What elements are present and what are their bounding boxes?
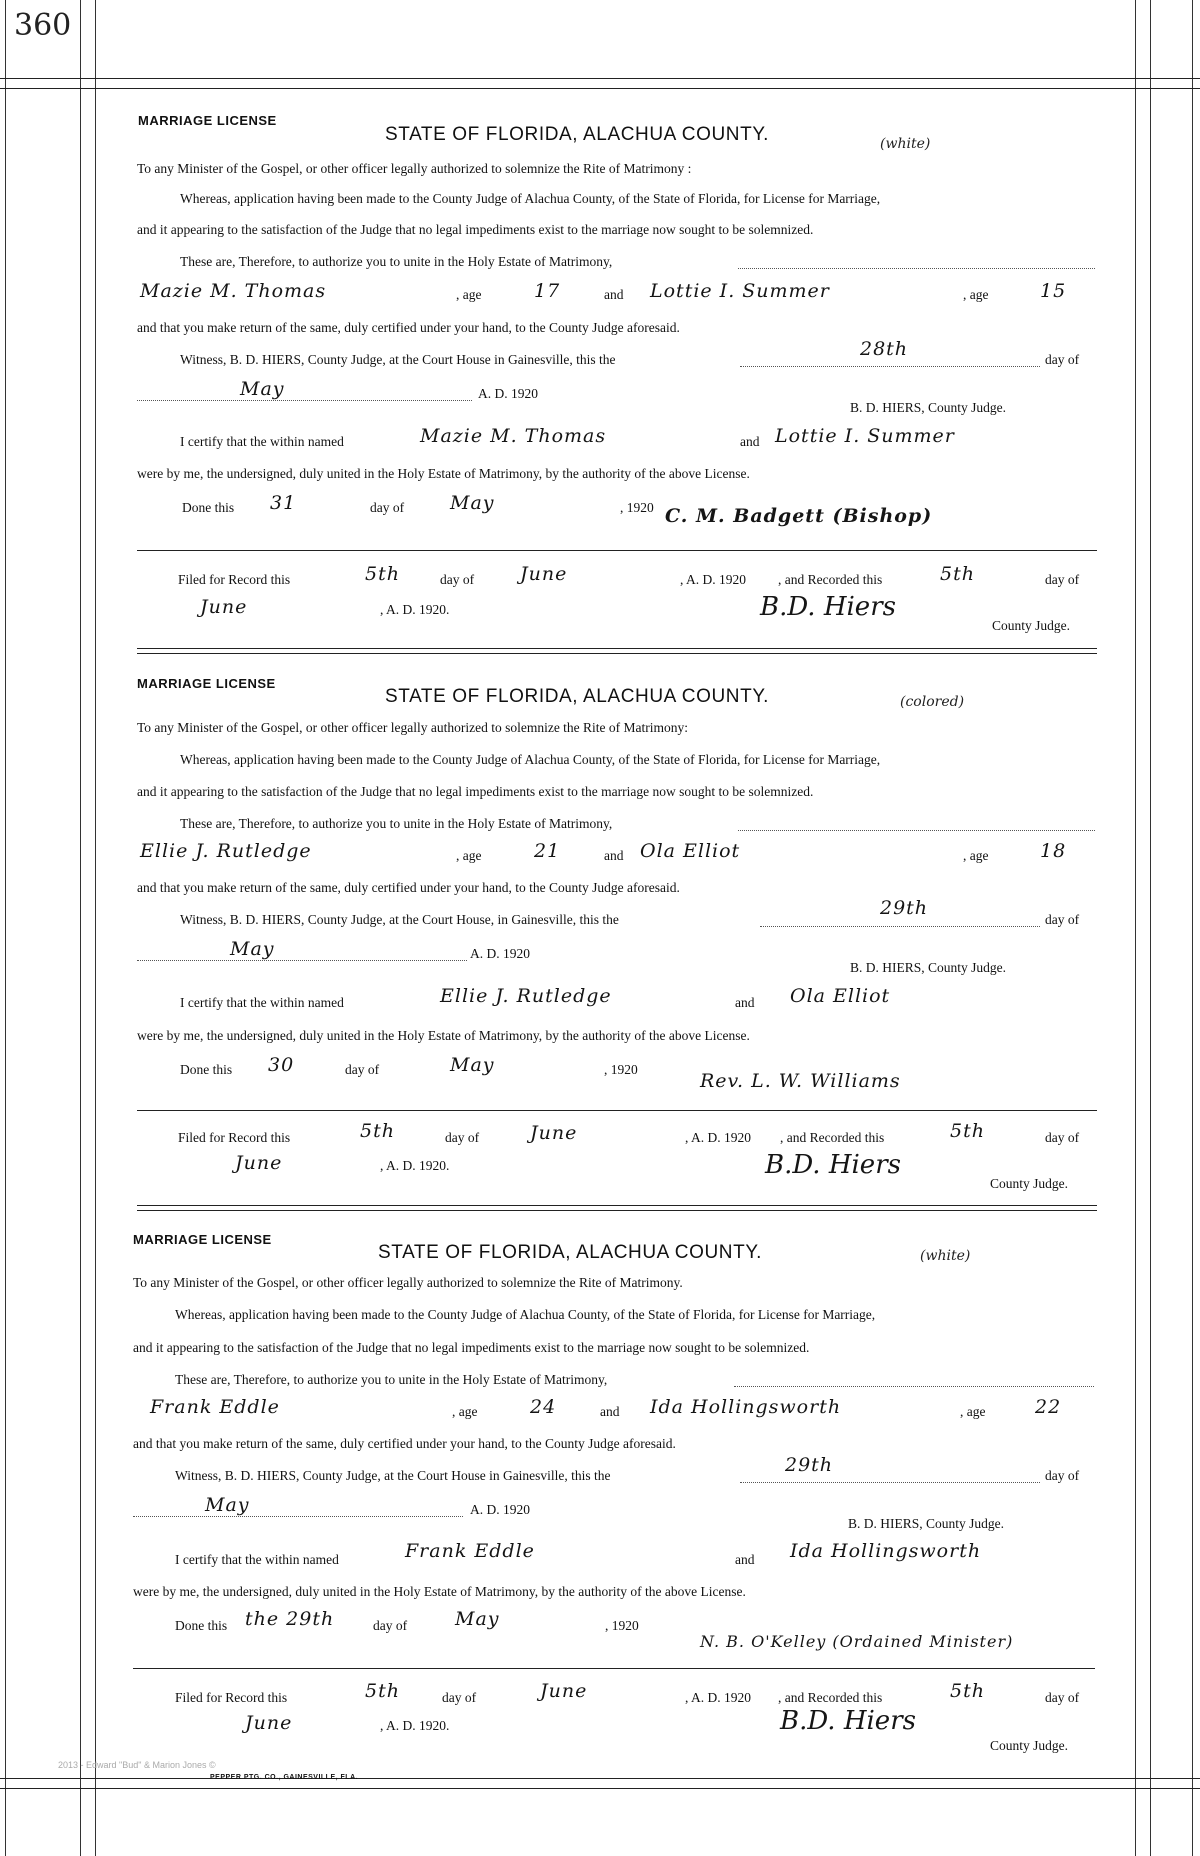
address-line: To any Minister of the Gospel, or other officer legally authorized to solemnize the Rite of Matrimony. <box>133 1275 683 1290</box>
done-day-of: day of <box>373 1618 408 1633</box>
certify-groom: Frank Eddle <box>405 1540 535 1562</box>
left-margin-rule-2 <box>95 0 96 1856</box>
witness-line: Witness, B. D. HIERS, County Judge, at the Court House in Gainesville, this the <box>175 1468 611 1483</box>
return-line: and that you make return of the same, duly certified under your hand, to the County Judge aforesaid. <box>133 1436 676 1451</box>
done-month: May <box>455 1608 500 1630</box>
witness-day: 29th <box>785 1454 834 1476</box>
day-of-label: day of <box>1045 912 1080 927</box>
printer-imprint: PEPPER PTG. CO., GAINESVILLE, FLA. <box>210 1774 359 1781</box>
return-line: and that you make return of the same, duly certified under your hand, to the County Judge aforesaid. <box>137 880 680 895</box>
license-title: STATE OF FLORIDA, ALACHUA COUNTY. <box>385 124 770 145</box>
right-margin-rule <box>1135 0 1136 1856</box>
recorded-day: 5th <box>940 563 975 585</box>
groom-age: 17 <box>534 280 561 302</box>
race-note: (colored) <box>900 694 965 710</box>
ad-year: A. D. 1920 <box>470 1502 530 1517</box>
bride-name: Ida Hollingsworth <box>650 1396 842 1418</box>
done-day: 30 <box>268 1054 295 1076</box>
bottom-rule <box>0 1778 1200 1779</box>
return-line: and that you make return of the same, duly certified under your hand, to the County Judge aforesaid. <box>137 320 680 335</box>
bride-age: 22 <box>1035 1396 1062 1418</box>
left-margin-rule <box>80 0 81 1856</box>
recorded-label: , and Recorded this <box>778 572 883 587</box>
top-rule <box>0 78 1200 79</box>
were-line: were by me, the undersigned, duly united in the Holy Estate of Matrimony, by the authority of the above License. <box>137 1028 750 1043</box>
bottom-rule-2 <box>0 1788 1200 1789</box>
page-number: 360 <box>14 8 72 43</box>
groom-name: Mazie M. Thomas <box>140 280 327 302</box>
these-are-line: These are, Therefore, to authorize you to unite in the Holy Estate of Matrimony, <box>175 1372 608 1387</box>
recorded-day-of: day of <box>1045 572 1080 587</box>
done-label: Done this <box>175 1618 228 1633</box>
whereas-line-2: and it appearing to the satisfaction of the Judge that no legal impediments exist to the marriage now sought to be solemnized. <box>137 222 814 237</box>
witness-line: Witness, B. D. HIERS, County Judge, at the Court House, in Gainesville, this the <box>180 912 619 927</box>
bride-name: Lottie I. Summer <box>650 280 830 302</box>
age-label-2: , age <box>963 287 989 302</box>
recorded-label: , and Recorded this <box>778 1690 883 1705</box>
whereas-line-1: Whereas, application having been made to the County Judge of Alachua County, of the State of Florida, for License for Marriage, <box>180 752 881 767</box>
bride-name: Ola Elliot <box>640 840 741 862</box>
done-day-of: day of <box>370 500 405 515</box>
certify-line: I certify that the within named <box>180 434 344 449</box>
race-note: (white) <box>920 1248 971 1264</box>
recorded-month: June <box>200 596 248 618</box>
done-month: May <box>450 492 495 514</box>
certify-line: I certify that the within named <box>175 1552 339 1567</box>
whereas-line-1: Whereas, application having been made to the County Judge of Alachua County, of the State of Florida, for License for Marriage, <box>175 1307 876 1322</box>
county-judge-label: County Judge. <box>990 1738 1069 1753</box>
filed-month: June <box>520 563 568 585</box>
certify-bride: Ida Hollingsworth <box>790 1540 982 1562</box>
filed-month: June <box>540 1680 588 1702</box>
certify-bride: Ola Elliot <box>790 985 891 1007</box>
certify-bride: Lottie I. Summer <box>775 425 955 447</box>
license-title: STATE OF FLORIDA, ALACHUA COUNTY. <box>385 686 770 707</box>
certify-line: I certify that the within named <box>180 995 344 1010</box>
license-label: MARRIAGE LICENSE <box>138 113 277 128</box>
filed-day: 5th <box>365 563 400 585</box>
address-line: To any Minister of the Gospel, or other officer legally authorized to solemnize the Rite of Matrimony : <box>137 161 692 176</box>
done-year: , 1920 <box>604 1062 638 1077</box>
county-judge-label: County Judge. <box>990 1176 1069 1191</box>
and-label: and <box>604 848 624 863</box>
groom-age: 21 <box>534 840 561 862</box>
top-rule-2 <box>0 88 1200 89</box>
filed-label: Filed for Record this <box>175 1690 288 1705</box>
these-are-line: These are, Therefore, to authorize you to unite in the Holy Estate of Matrimony, <box>180 816 613 831</box>
done-day: 31 <box>270 492 297 514</box>
filed-ad: , A. D. 1920 <box>680 572 747 587</box>
section-divider <box>137 1110 1097 1111</box>
and-label: and <box>600 1404 620 1419</box>
left-border <box>5 0 6 1856</box>
done-day-of: day of <box>345 1062 380 1077</box>
age-label: , age <box>456 287 482 302</box>
certify-groom: Ellie J. Rutledge <box>440 985 612 1007</box>
right-border <box>1192 0 1193 1856</box>
witness-month: May <box>205 1494 250 1516</box>
ad-year: A. D. 1920 <box>478 386 538 401</box>
recorded-ad: , A. D. 1920. <box>380 1158 450 1173</box>
bride-age: 18 <box>1040 840 1067 862</box>
done-month: May <box>450 1054 495 1076</box>
recorded-month: June <box>245 1712 293 1734</box>
certify-and: and <box>735 995 755 1010</box>
day-of-label: day of <box>1045 1468 1080 1483</box>
judge-line: B. D. HIERS, County Judge. <box>850 960 1007 975</box>
filed-label: Filed for Record this <box>178 572 291 587</box>
judge-line: B. D. HIERS, County Judge. <box>850 400 1007 415</box>
filed-day: 5th <box>360 1120 395 1142</box>
officiant: Rev. L. W. Williams <box>700 1070 901 1092</box>
groom-name: Ellie J. Rutledge <box>140 840 312 862</box>
license-label: MARRIAGE LICENSE <box>137 676 276 691</box>
officiant: N. B. O'Kelley (Ordained Minister) <box>700 1632 1014 1651</box>
certify-groom: Mazie M. Thomas <box>420 425 607 447</box>
filed-ad: , A. D. 1920 <box>685 1690 752 1705</box>
done-year: , 1920 <box>620 500 654 515</box>
recorded-day: 5th <box>950 1120 985 1142</box>
and-label: and <box>604 287 624 302</box>
done-year: , 1920 <box>605 1618 639 1633</box>
age-label-2: , age <box>963 848 989 863</box>
groom-age: 24 <box>530 1396 557 1418</box>
these-are-line: These are, Therefore, to authorize you to unite in the Holy Estate of Matrimony, <box>180 254 613 269</box>
section-divider <box>133 1668 1095 1669</box>
recorded-day-of: day of <box>1045 1130 1080 1145</box>
section-divider <box>137 550 1097 551</box>
recorded-label: , and Recorded this <box>780 1130 885 1145</box>
filed-day-of: day of <box>445 1130 480 1145</box>
filed-day-of: day of <box>442 1690 477 1705</box>
address-line: To any Minister of the Gospel, or other officer legally authorized to solemnize the Rite of Matrimony: <box>137 720 689 735</box>
certify-and: and <box>735 1552 755 1567</box>
watermark: 2013 - Edward "Bud" & Marion Jones © <box>58 1760 216 1770</box>
age-label: , age <box>456 848 482 863</box>
filed-label: Filed for Record this <box>178 1130 291 1145</box>
officiant: C. M. Badgett (Bishop) <box>665 505 933 527</box>
witness-line: Witness, B. D. HIERS, County Judge, at the Court House in Gainesville, this the <box>180 352 616 367</box>
bride-age: 15 <box>1040 280 1067 302</box>
were-line: were by me, the undersigned, duly united in the Holy Estate of Matrimony, by the authority of the above License. <box>137 466 750 481</box>
whereas-line-1: Whereas, application having been made to the County Judge of Alachua County, of the State of Florida, for License for Marriage, <box>180 191 881 206</box>
filed-ad: , A. D. 1920 <box>685 1130 752 1145</box>
recorded-ad: , A. D. 1920. <box>380 602 450 617</box>
whereas-line-2: and it appearing to the satisfaction of the Judge that no legal impediments exist to the marriage now sought to be solemnized. <box>133 1340 810 1355</box>
were-line: were by me, the undersigned, duly united in the Holy Estate of Matrimony, by the authority of the above License. <box>133 1584 746 1599</box>
license-title: STATE OF FLORIDA, ALACHUA COUNTY. <box>378 1242 763 1263</box>
done-label: Done this <box>180 1062 233 1077</box>
certify-and: and <box>740 434 760 449</box>
right-margin-rule-2 <box>1150 0 1151 1856</box>
filed-month: June <box>530 1122 578 1144</box>
filed-day: 5th <box>365 1680 400 1702</box>
recorded-ad: , A. D. 1920. <box>380 1718 450 1733</box>
age-label-2: , age <box>960 1404 986 1419</box>
witness-month: May <box>240 378 285 400</box>
whereas-line-2: and it appearing to the satisfaction of the Judge that no legal impediments exist to the marriage now sought to be solemnized. <box>137 784 814 799</box>
judge-signature: B.D. Hiers <box>760 592 896 622</box>
witness-day: 29th <box>880 897 929 919</box>
license-label: MARRIAGE LICENSE <box>133 1232 272 1247</box>
ad-year: A. D. 1920 <box>470 946 530 961</box>
age-label: , age <box>452 1404 478 1419</box>
day-of-label: day of <box>1045 352 1080 367</box>
done-day: the 29th <box>245 1608 335 1630</box>
filed-day-of: day of <box>440 572 475 587</box>
recorded-month: June <box>235 1152 283 1174</box>
race-note: (white) <box>880 136 931 152</box>
witness-month: May <box>230 938 275 960</box>
judge-signature: B.D. Hiers <box>780 1706 916 1736</box>
recorded-day: 5th <box>950 1680 985 1702</box>
done-label: Done this <box>182 500 235 515</box>
groom-name: Frank Eddle <box>150 1396 280 1418</box>
judge-line: B. D. HIERS, County Judge. <box>848 1516 1005 1531</box>
witness-day: 28th <box>860 338 909 360</box>
judge-signature: B.D. Hiers <box>765 1150 901 1180</box>
county-judge-label: County Judge. <box>992 618 1071 633</box>
recorded-day-of: day of <box>1045 1690 1080 1705</box>
